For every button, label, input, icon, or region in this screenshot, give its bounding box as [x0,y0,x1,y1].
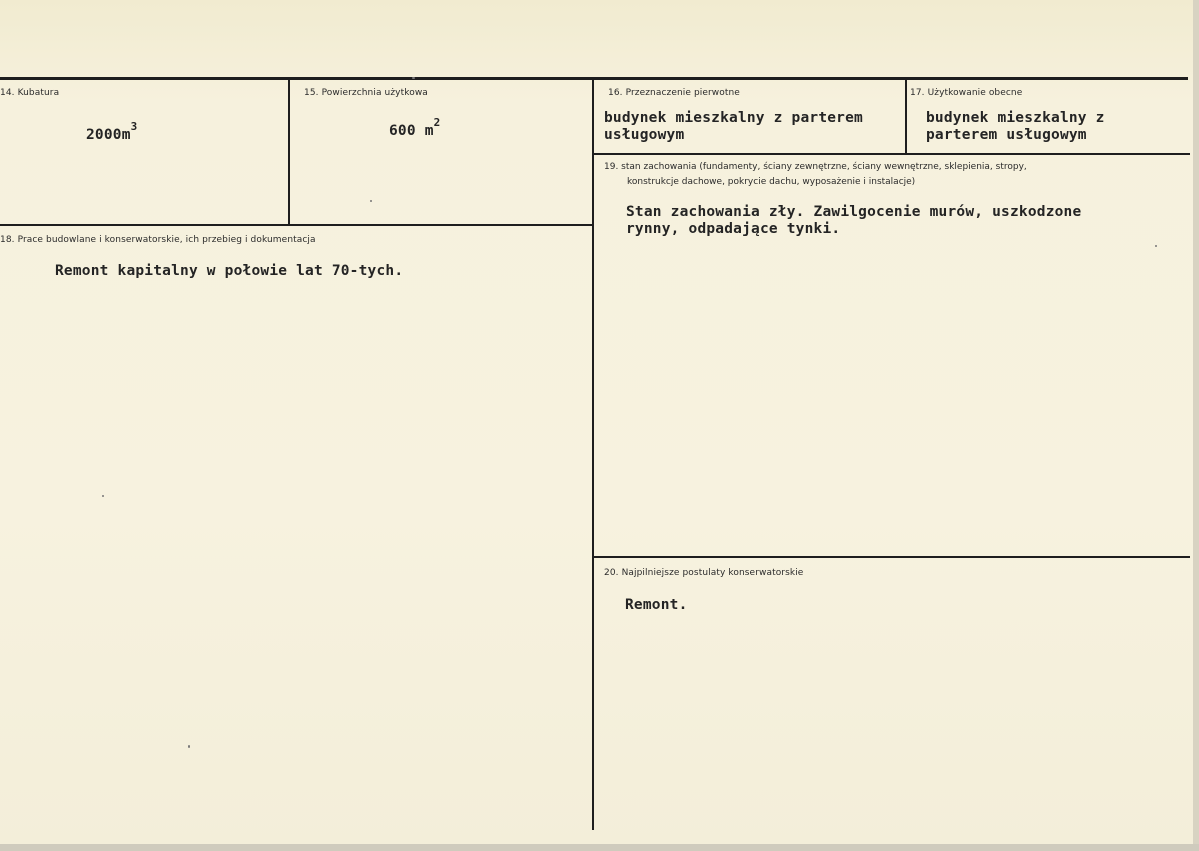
scan-edge-right [1193,0,1199,851]
field-14-value [86,121,137,144]
divider-16-17 [905,80,907,154]
field-14-unit-exponent: 3 [130,120,138,133]
field-14-number: 2000m [86,126,131,143]
rule-under-14-15 [0,224,594,226]
scan-edge-bottom [0,844,1199,851]
field-16-value-line2: usługowym [604,127,685,143]
field-18-label: 18. Prace budowlane i konserwatorskie, ich przebieg i dokumentacja [0,235,316,245]
field-19-label-line1: 19. stan zachowania (fundamenty, ściany zewnętrzne, ściany wewnętrzne, sklepienia, stropy, [604,162,1027,172]
field-19-label-line2: konstrukcje dachowe, pokrycie dachu, wyposażenie i instalacje) [627,177,916,187]
field-18-value: Remont kapitalny w połowie lat 70-tych. [55,263,404,279]
field-17-value-line1: budynek mieszkalny z [926,110,1105,126]
field-15-number: 600 m [389,122,434,139]
paper-speck [1155,245,1157,247]
paper-speck [102,495,104,497]
field-19-value-line2: rynny, odpadające tynki. [626,221,841,237]
rule-under-16-17 [594,153,1190,155]
field-16-value-line1: budynek mieszkalny z parterem [604,110,863,126]
field-14-label: 14. Kubatura [0,88,60,98]
paper-speck [412,77,415,79]
paper-speck [370,200,372,202]
field-15-value [389,117,440,140]
divider-left-right [592,80,594,830]
field-20-label: 20. Najpilniejsze postulaty konserwatorskie [604,568,804,578]
paper-speck [188,745,190,748]
top-rule [0,77,1188,80]
divider-14-15 [288,80,290,226]
field-17-value-line2: parterem usługowym [926,127,1087,143]
field-15-unit-exponent: 2 [433,116,441,129]
field-15-label: 15. Powierzchnia użytkowa [304,88,428,98]
field-16-label: 16. Przeznaczenie pierwotne [608,88,740,98]
field-17-label: 17. Użytkowanie obecne [910,88,1023,98]
field-20-value: Remont. [625,597,688,613]
field-19-value-line1: Stan zachowania zły. Zawilgocenie murów, uszkodzone [626,204,1082,220]
rule-under-19 [594,556,1190,558]
